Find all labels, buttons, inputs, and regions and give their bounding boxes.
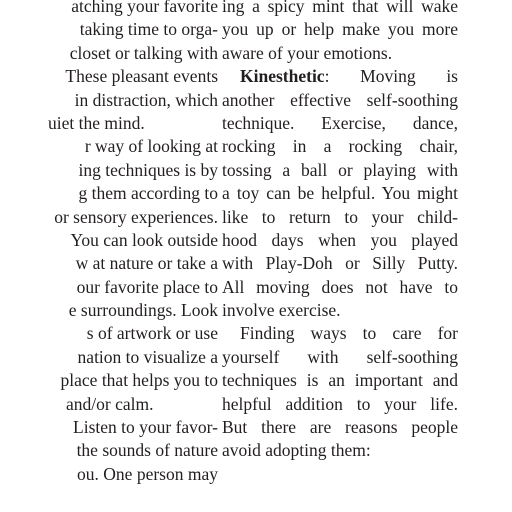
right-line: Finding ways to care for <box>240 323 458 344</box>
left-line: or sensory experiences. <box>54 206 218 227</box>
left-line: g them according to <box>78 183 218 204</box>
left-line: and/or calm. <box>66 393 154 414</box>
right-line: with Play-Doh or Silly Putty. <box>222 253 458 274</box>
right-text-column <box>222 0 458 463</box>
left-line: taking time to orga- <box>79 19 218 40</box>
right-line: involve exercise. <box>222 300 341 321</box>
right-line: technique. Exercise, dance, <box>222 112 458 133</box>
left-line: closet or talking with <box>69 42 218 63</box>
right-line: hood days when you played <box>222 229 458 250</box>
right-line: you up or help make you more <box>222 19 458 40</box>
right-line: aware of your emotions. <box>222 42 393 63</box>
left-line: ou. One person may <box>77 463 218 484</box>
right-line: a toy can be helpful. You might <box>222 183 458 204</box>
right-line: avoid adopting them: <box>222 440 371 461</box>
left-line: Listen to your favor- <box>73 417 218 438</box>
right-line: rocking in a rocking chair, <box>222 136 458 157</box>
right-line: like to return to your child- <box>222 206 458 227</box>
left-line: uiet the mind. <box>48 112 145 133</box>
left-line: s of artwork or use <box>86 323 218 344</box>
kinesthetic-heading-rest: : Moving is <box>324 66 458 87</box>
right-line: But there are reasons people <box>222 417 458 438</box>
left-line: our favorite place to <box>76 276 218 297</box>
left-line: These pleasant events <box>65 66 218 87</box>
left-line: atching your favorite <box>71 0 218 16</box>
left-line: nation to visualize a <box>77 346 218 367</box>
left-line: in distraction, which <box>74 89 218 110</box>
left-line: the sounds of nature <box>76 440 218 461</box>
right-line: helpful addition to your life. <box>222 393 458 414</box>
left-line: You can look outside <box>70 229 218 250</box>
kinesthetic-paragraph-start <box>222 65 458 88</box>
kinesthetic-heading: Kinesthetic <box>240 66 325 87</box>
right-line: ing a spicy mint that will wake <box>222 0 458 16</box>
right-line: another effective self-soothing <box>222 89 458 110</box>
left-line: w at nature or take a <box>75 253 218 274</box>
left-text-column <box>0 0 218 486</box>
right-line: techniques is an important and <box>222 370 458 391</box>
right-line: All moving does not have to <box>222 276 458 297</box>
left-line: ing techniques is by <box>78 159 218 180</box>
right-line: yourself with self-soothing <box>222 346 458 367</box>
left-line: e surroundings. Look <box>68 300 218 321</box>
left-line: r way of looking at <box>84 136 218 157</box>
left-line: place that helps you to <box>60 370 218 391</box>
right-line: tossing a ball or playing with <box>222 159 458 180</box>
